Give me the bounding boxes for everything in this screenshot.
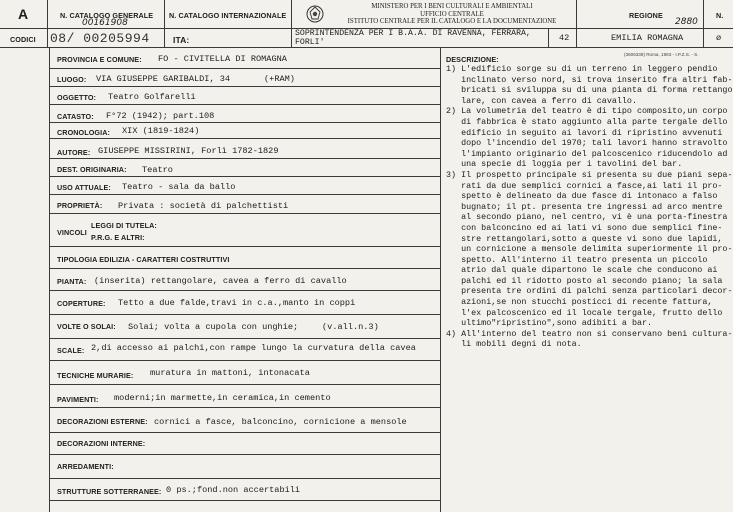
- ita-label: ITA:: [173, 35, 190, 45]
- pianta-label: PIANTA:: [57, 277, 87, 286]
- volte-label: VOLTE O SOLAI:: [57, 322, 116, 331]
- codici-label: CODICI: [10, 35, 36, 44]
- tipologia-label: TIPOLOGIA EDILIZIA - CARATTERI COSTRUTTIVI: [57, 255, 230, 264]
- oggetto-value: Teatro Golfarelli: [108, 92, 196, 102]
- header-letter-box: [0, 0, 48, 29]
- soprintendenza-line1: SOPRINTENDENZA PER I B.A.A. DI RAVENNA, FERRARA,: [295, 29, 531, 38]
- print-note: (3606338) Roma, 1983 - I.P.Z.S. - S.: [624, 52, 699, 57]
- desc-line: dopo l'incendio del 1970; tali lavori hanno stravolto: [446, 138, 728, 149]
- desc-line: l'ex palcoscenico ed il locale tergale, frutto dello: [446, 307, 723, 318]
- arredamenti-label: ARREDAMENTI:: [57, 462, 114, 471]
- desc-line: 3) Il prospetto principale si presenta su due piani sepa-: [446, 169, 732, 180]
- luogo-label: LUOGO:: [57, 75, 87, 84]
- emblem-icon: [306, 3, 324, 25]
- desc-line: azioni,se non stucchi posticci di recente fattura,: [446, 297, 713, 308]
- form-letter: A: [18, 6, 29, 22]
- scale-label: SCALE:: [57, 346, 85, 355]
- catasto-value: F°72 (1942); part.108: [106, 111, 215, 121]
- oggetto-label: OGGETTO:: [57, 93, 97, 102]
- soprintendenza-line2: FORLI': [295, 38, 325, 47]
- decor-est-value: cornici a fasce, balconcino, cornicione a mensole: [154, 417, 407, 427]
- desc-line: bricati si sviluppa su di una pianta di forma rettango: [446, 85, 732, 96]
- desc-line: inclinato verso nord, si trova inserito fra altri fab-: [446, 74, 732, 85]
- regione-value-box: [576, 28, 704, 48]
- codici-value-box: [47, 28, 165, 48]
- cronologia-label: CRONOLOGIA:: [57, 128, 111, 137]
- descrizione-label: DESCRIZIONE:: [446, 55, 499, 64]
- desc-line: li mobili degni di nota.: [446, 339, 582, 350]
- ministero-line3: ISTITUTO CENTRALE PER IL CATALOGO E LA DOCUMENTAZIONE: [347, 18, 557, 26]
- autore-value: GIUSEPPE MISSIRINI, Forlì 1782-1829: [98, 146, 279, 156]
- catalogo-internazionale-label: N. CATALOGO INTERNAZIONALE: [169, 11, 287, 20]
- ita-box: [164, 28, 292, 48]
- pianta-value: (inserita) rettangolare, cavea a ferro di cavallo: [94, 276, 347, 286]
- dest-label: DEST. ORIGINARIA:: [57, 165, 127, 174]
- leggi-label: LEGGI DI TUTELA:: [91, 221, 157, 230]
- desc-line: atrio dal quale dipartono le scale che conducono ai: [446, 265, 718, 276]
- code-42-box: [548, 28, 577, 48]
- strutture-label: STRUTTURE SOTTERRANEE:: [57, 487, 162, 496]
- descrizione-text: [446, 64, 732, 350]
- desc-line: con balconcino ed ai lati vi sono due semplici fine-: [446, 222, 723, 233]
- n-label: N.: [716, 11, 724, 20]
- ministero-box: [291, 0, 577, 29]
- uso-label: USO ATTUALE:: [57, 183, 111, 192]
- dest-value: Teatro: [142, 165, 173, 175]
- desc-line: al secondo piano, nel centro, vi è una porta-finestra: [446, 212, 728, 223]
- codici-value: 08/ 00205994: [50, 31, 150, 46]
- volte-value: Solai; volta a cupola con unghie;: [128, 322, 299, 332]
- desc-line: edificio in seguito ai lavori di ripristino avvenuti: [446, 127, 723, 138]
- catasto-label: CATASTO:: [57, 112, 94, 121]
- regione-label: REGIONE: [629, 11, 663, 20]
- proprieta-value: Privata : società di palchettisti: [118, 201, 289, 211]
- desc-line: un cornicione a mensole delimita superiormente il pro-: [446, 244, 732, 255]
- desc-line: presenta tre ordini di palchi senza particolari decor-: [446, 286, 732, 297]
- codici-label-box: [0, 28, 48, 48]
- desc-line: spetto. All'interno il teatro presenta un piccolo: [446, 254, 708, 265]
- volte-extra: (v.all.n.3): [322, 322, 379, 332]
- n-value: ø: [716, 33, 722, 43]
- proprieta-label: PROPRIETÀ:: [57, 201, 103, 210]
- desc-line: stre rettangolari,sotto a queste vi sono due lapidi,: [446, 233, 723, 244]
- strutture-value: 0 ps.;fond.non accertabili: [166, 485, 301, 495]
- desc-line: ultimo"ripristino",sono adibiti a bar.: [446, 318, 653, 329]
- scale-value: 2,di accesso ai palchi,con rampe lungo la curvatura della cavea: [91, 343, 416, 353]
- prg-label: P.R.G. E ALTRI:: [91, 233, 145, 242]
- uso-value: Teatro - sala da ballo: [122, 182, 236, 192]
- n-value-box: [703, 28, 733, 48]
- desc-line: lare, con cavea a ferro di cavallo.: [446, 95, 637, 106]
- n-box: [703, 0, 733, 29]
- regione-box: [576, 0, 704, 29]
- tecniche-label: TECNICHE MURARIE:: [57, 371, 134, 380]
- ministero-line1: MINISTERO PER I BENI CULTURALI E AMBIENTALI: [371, 3, 533, 10]
- desc-line: l'impianto originario del palcoscenico riducendolo ad: [446, 148, 728, 159]
- soprintendenza-box: [291, 28, 549, 48]
- pavimenti-label: PAVIMENTI:: [57, 395, 99, 404]
- coperture-value: Tetto a due falde,travi in c.a.,manto in coppi: [118, 298, 356, 308]
- regione-handwritten: 2880: [675, 17, 698, 27]
- decor-est-label: DECORAZIONI ESTERNE:: [57, 417, 148, 426]
- catalogo-generale-label: N. CATALOGO GENERALE: [60, 11, 154, 20]
- autore-label: AUTORE:: [57, 148, 91, 157]
- desc-line: bugnato; il pt. presenta tre ingressi ad arco mentre: [446, 201, 723, 212]
- luogo-value: VIA GIUSEPPE GARIBALDI, 34: [96, 74, 231, 84]
- code-42: 42: [559, 33, 570, 43]
- tecniche-value: muratura in mattoni, intonacata: [150, 368, 310, 378]
- provincia-value: FO - CIVITELLA DI ROMAGNA: [158, 54, 287, 64]
- catalogo-generale-box: [47, 0, 165, 29]
- catalogo-internazionale-box: [164, 0, 292, 29]
- cronologia-value: XIX (1819-1824): [122, 126, 200, 136]
- desc-line: rati da due semplici cornici a fasce,ai lati il pro-: [446, 180, 723, 191]
- desc-line: 2) La volumetria del teatro è di tipo composito,un corpo: [446, 106, 728, 117]
- catalogo-generale-handwritten: 00161908: [82, 18, 128, 28]
- regione-value: EMILIA ROMAGNA: [611, 33, 684, 43]
- desc-line: 4) All'interno del teatro non si conservano beni cultura-: [446, 328, 732, 339]
- desc-line: spetto è delineato da due fasce di intonaco a falso: [446, 191, 718, 202]
- desc-line: palchi ed il ridotto posto al secondo piano; la sala: [446, 275, 723, 286]
- desc-line: di fabbrica è stato aggiunto alla parte tergale dello: [446, 116, 728, 127]
- provincia-label: PROVINCIA E COMUNE:: [57, 55, 142, 64]
- coperture-label: COPERTURE:: [57, 299, 106, 308]
- pavimenti-value: moderni;in marmette,in ceramica,in cemento: [114, 393, 331, 403]
- decor-int-label: DECORAZIONI INTERNE:: [57, 439, 146, 448]
- desc-line: 1) L'edificio sorge su di un terreno in leggero pendio: [446, 64, 718, 74]
- vincoli-label: VINCOLI: [57, 228, 87, 237]
- luogo-extra: (+RAM): [264, 74, 295, 84]
- desc-line: una specie di loggia per i tavolini del bar.: [446, 159, 683, 170]
- ministero-line2: UFFICIO CENTRALE: [420, 10, 484, 18]
